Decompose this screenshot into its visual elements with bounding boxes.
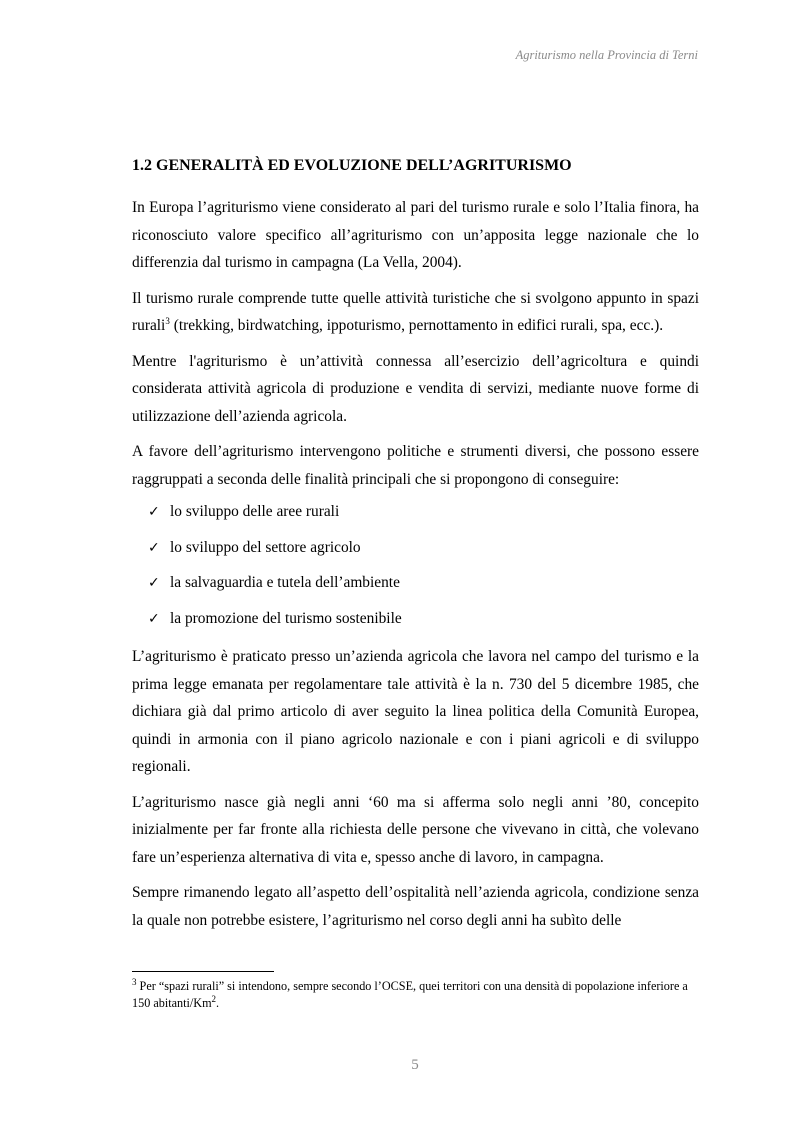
footnote-exponent: 2: [211, 993, 217, 1004]
footnote-text-end: .: [216, 996, 220, 1010]
page-number: 5: [411, 1057, 419, 1073]
section-title: 1.2 GENERALITÀ ED EVOLUZIONE DELL’AGRITURISMO: [132, 157, 572, 174]
paragraph-3: Mentre l'agriturismo è un’attività connessa all’esercizio dell’agricoltura e quindi considerata attività agricola di produzione e vendita di servizi, mediante nuove forme di utilizzazione dell’azienda agricola.: [132, 352, 699, 425]
paragraph-6: L’agriturismo nasce già negli anni ‘60 ma si afferma solo negli anni ’80, concepito inizialmente per far fronte alla richiesta delle persone che vivevano in città, che volevano fare un’esperienza alternativa di vita e, spesso anche di lavoro, in campagna.: [132, 793, 699, 866]
running-header: Agriturismo nella Provincia di Terni: [515, 48, 698, 62]
paragraph-2: [132, 285, 699, 340]
paragraph-2-text: Il turismo rurale comprende tutte quelle attività turistiche che si svolgono appunto in spazi rurali: [132, 289, 699, 334]
checkmark-icon: ✓: [148, 504, 160, 520]
checkmark-icon: ✓: [148, 539, 160, 556]
paragraph-2-text-cont: (trekking, birdwatching, ippoturismo, pernottamento in edifici rurali, spa, ecc.).: [169, 317, 664, 334]
goals-list: [132, 501, 699, 630]
list-item-text: la salvaguardia e tutela dell’ambiente: [170, 574, 400, 591]
list-item-text: lo sviluppo del settore agricolo: [170, 538, 361, 556]
paragraph-4: A favore dell’agriturismo intervengono politiche e strumenti diversi, che possono essere raggruppati a seconda delle finalità principali che si propongono di conseguire:: [132, 443, 699, 488]
checkmark-icon: ✓: [148, 610, 160, 627]
list-item-text: la promozione del turismo sostenibile: [170, 609, 402, 627]
footnote-separator: [132, 971, 274, 972]
list-item: [148, 572, 699, 594]
footnote: [132, 978, 699, 1012]
checkmark-icon: ✓: [148, 575, 160, 591]
paragraph-7: Sempre rimanendo legato all’aspetto dell’ospitalità nell’azienda agricola, condizione senza la quale non potrebbe esistere, l’agriturismo nel corso degli anni ha subìto delle: [132, 884, 699, 929]
list-item: [148, 608, 699, 630]
list-item: [148, 537, 699, 559]
footnote-ref-3[interactable]: 3: [165, 315, 170, 326]
list-item: [148, 501, 699, 523]
paragraph-5: L’agriturismo è praticato presso un’azienda agricola che lavora nel campo del turismo e la prima legge emanata per regolamentare tale attività è la n. 730 del 5 dicembre 1985, che dichiara già dal primo articolo di aver seguito la linea politica della Comunità Europea, quindi in armonia con il piano agricolo nazionale e con i piani agricoli e di sviluppo regionali.: [132, 648, 699, 775]
paragraph-1: In Europa l’agriturismo viene considerato al pari del turismo rurale e solo l’Italia finora, ha riconosciuto valore specifico all’agriturismo con un’apposita legge nazionale che lo differenzia dal turismo in campagna (La Vella, 2004).: [132, 199, 699, 271]
footnote-text: Per “spazi rurali” si intendono, sempre secondo l’OCSE, quei territori con una densità di popolazione inferiore a 150 abitanti/Km: [132, 979, 688, 1010]
footnote-number: 3: [132, 976, 137, 987]
page-content: [132, 155, 699, 942]
list-item-text: lo sviluppo delle aree rurali: [170, 503, 340, 520]
